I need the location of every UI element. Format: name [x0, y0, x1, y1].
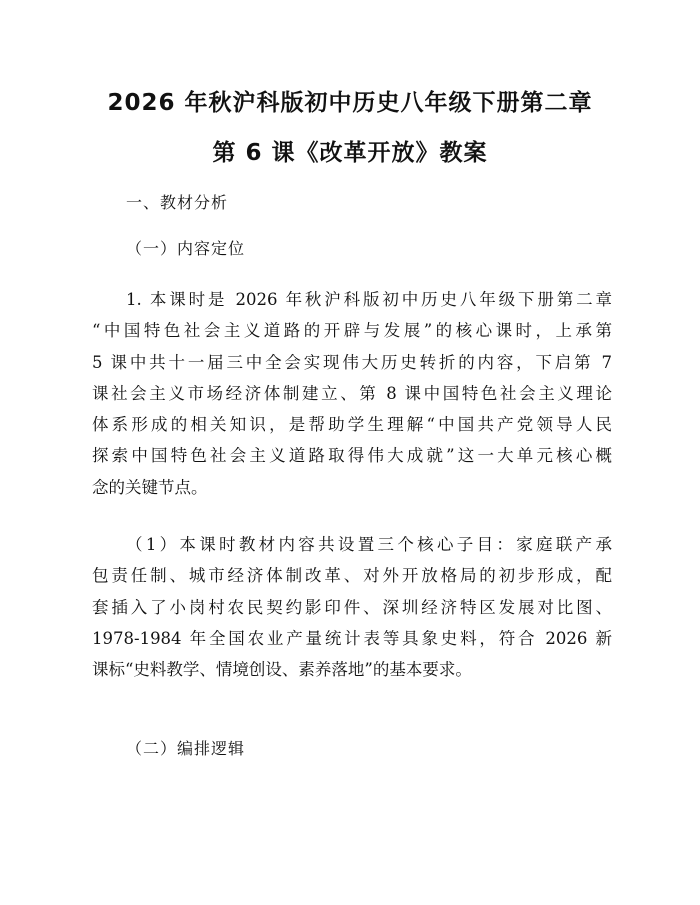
- document-title-line-2: 第 6 课《改革开放》教案: [212, 140, 488, 166]
- paragraph-2-line: 套插入了小岗村农民契约影印件、深圳经济特区发展对比图、: [92, 598, 612, 617]
- section-heading-teaching-material-analysis: 一、教材分析: [126, 193, 229, 212]
- paragraph-1-line: 1. 本课时是 2026 年秋沪科版初中历史八年级下册第二章: [126, 290, 612, 309]
- paragraph-1-line: “中国特色社会主义道路的开辟与发展”的核心课时，上承第: [92, 321, 612, 340]
- paragraph-2-line: 课标“史料教学、情境创设、素养落地”的基本要求。: [92, 660, 472, 679]
- document-title-line-1: 2026 年秋沪科版初中历史八年级下册第二章: [107, 90, 593, 116]
- paragraph-2-line: 1978-1984 年全国农业产量统计表等具象史料，符合 2026 新: [92, 629, 612, 648]
- subsection-heading-content-positioning: （一）内容定位: [126, 239, 246, 258]
- paragraph-1-line: 体系形成的相关知识，是帮助学生理解“中国共产党领导人民: [92, 415, 612, 434]
- subsection-heading-arrangement-logic: （二）编排逻辑: [126, 739, 246, 758]
- paragraph-1-line: 课社会主义市场经济体制建立、第 8 课中国特色社会主义理论: [92, 384, 612, 403]
- paragraph-1-line: 探索中国特色社会主义道路取得伟大成就”这一大单元核心概: [92, 446, 612, 465]
- paragraph-1-line: 念的关键节点。: [92, 478, 208, 497]
- paragraph-2-line: 包责任制、城市经济体制改革、对外开放格局的初步形成，配: [92, 566, 612, 585]
- paragraph-2-line: （1）本课时教材内容共设置三个核心子目：家庭联产承: [126, 535, 612, 554]
- paragraph-1-line: 5 课中共十一届三中全会实现伟大历史转折的内容，下启第 7: [92, 353, 612, 372]
